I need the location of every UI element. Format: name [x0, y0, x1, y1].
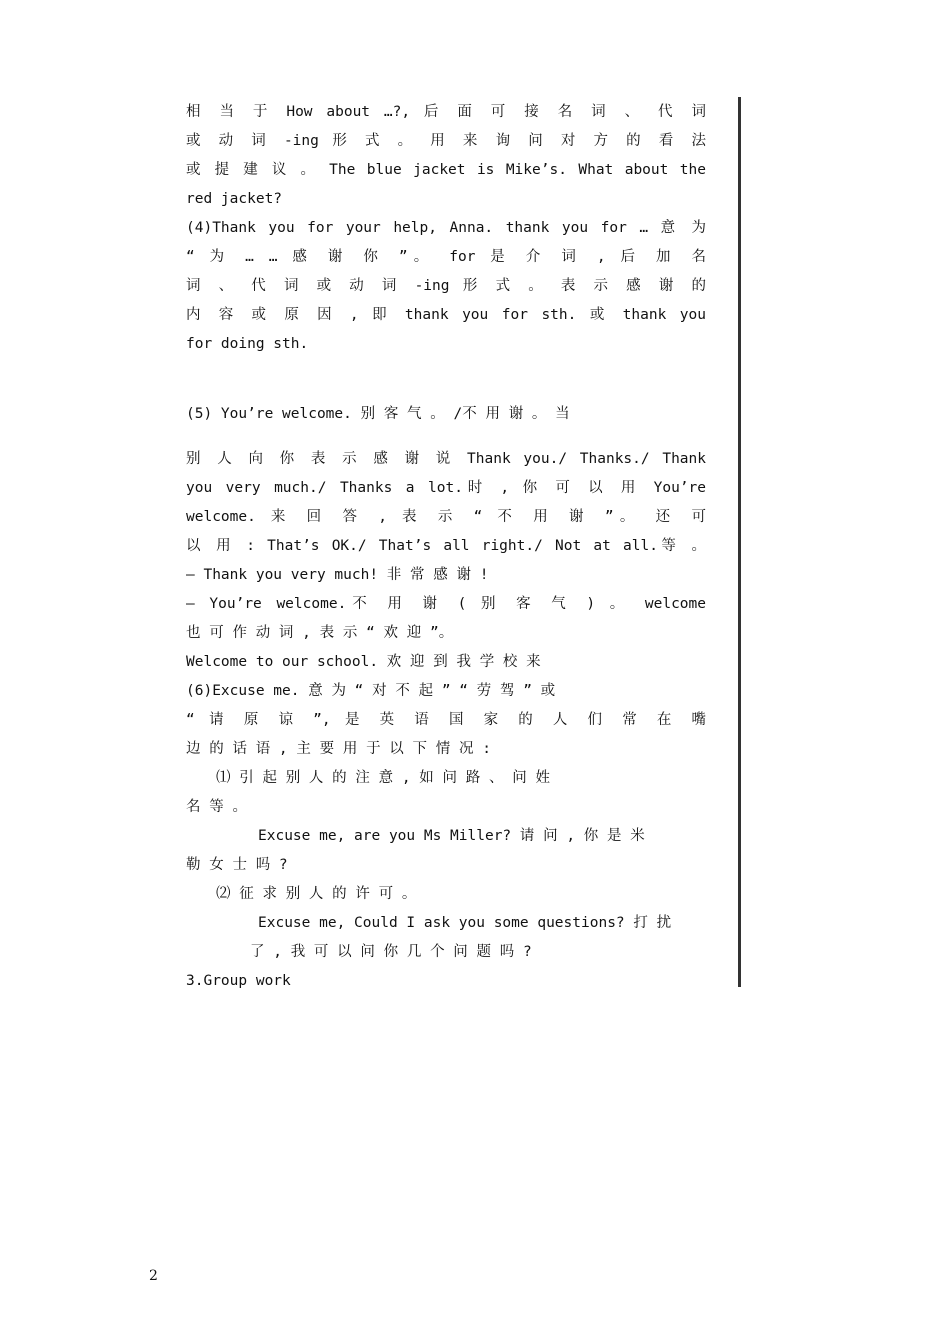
text-line: 了 , 我 可 以 问 你 几 个 问 题 吗 ? [250, 944, 532, 960]
text-line: 以 用 : That’s OK./ That’s all right./ Not at all.等 。 [186, 538, 706, 554]
text-line: 3.Group work [186, 973, 291, 989]
text-line: 也 可 作 动 词 , 表 示 “ 欢 迎 ”。 [186, 625, 454, 641]
text-line: — You’re welcome.不 用 谢 ( 别 客 气 ) 。 welcome [186, 596, 706, 612]
text-line: you very much./ Thanks a lot.时 , 你 可 以 用 You’re [186, 480, 706, 496]
text-line: welcome. 来 回 答 , 表 示 “ 不 用 谢 ”。 还 可 [186, 509, 706, 525]
text-line: 边 的 话 语 , 主 要 用 于 以 下 情 况 : [186, 741, 491, 757]
blank-space [186, 429, 706, 445]
text-line: (5) You’re welcome. 别 客 气 。 /不 用 谢 。 当 [186, 406, 570, 422]
text-line: 名 等 。 [186, 799, 247, 815]
text-line: Welcome to our school. 欢 迎 到 我 学 校 来 [186, 654, 541, 670]
text-line: Excuse me, Could I ask you some questions? 打 扰 [258, 915, 672, 931]
text-line: for doing sth. [186, 336, 309, 352]
text-line: 或 提 建 议 。 The blue jacket is Mike’s. What about the [186, 162, 706, 178]
text-line: 词 、 代 词 或 动 词 -ing 形 式 。 表 示 感 谢 的 [186, 278, 706, 294]
text-line: 内 容 或 原 因 , 即 thank you for sth. 或 thank you [186, 307, 706, 323]
text-line: 别 人 向 你 表 示 感 谢 说 Thank you./ Thanks./ Thank [186, 451, 706, 467]
text-line: — Thank you very much! 非 常 感 谢 ! [186, 567, 489, 583]
blank-space [186, 359, 706, 400]
vertical-rule [738, 97, 741, 987]
page-number: 2 [149, 1268, 158, 1284]
text-line: Excuse me, are you Ms Miller? 请 问 , 你 是 米 [258, 828, 645, 844]
text-line: 勒 女 士 吗 ? [186, 857, 288, 873]
text-line: “ 为 … … 感 谢 你 ”。 for 是 介 词 , 后 加 名 [186, 249, 706, 265]
text-line: red jacket? [186, 191, 283, 207]
text-line: (6)Excuse me. 意 为 “ 对 不 起 ” “ 劳 驾 ” 或 [186, 683, 556, 699]
text-line: (4)Thank you for your help, Anna. thank you for … 意 为 [186, 220, 706, 236]
text-line: ⑵ 征 求 别 人 的 许 可 。 [216, 886, 417, 902]
page-content [186, 98, 706, 996]
text-line: 或 动 词 -ing 形 式 。 用 来 询 问 对 方 的 看 法 [186, 133, 706, 149]
text-line: 相 当 于 How about …?, 后 面 可 接 名 词 、 代 词 [186, 104, 706, 120]
text-line: ⑴ 引 起 别 人 的 注 意 , 如 问 路 、 问 姓 [216, 770, 550, 786]
text-line: “ 请 原 谅 ”, 是 英 语 国 家 的 人 们 常 在 嘴 [186, 712, 706, 728]
